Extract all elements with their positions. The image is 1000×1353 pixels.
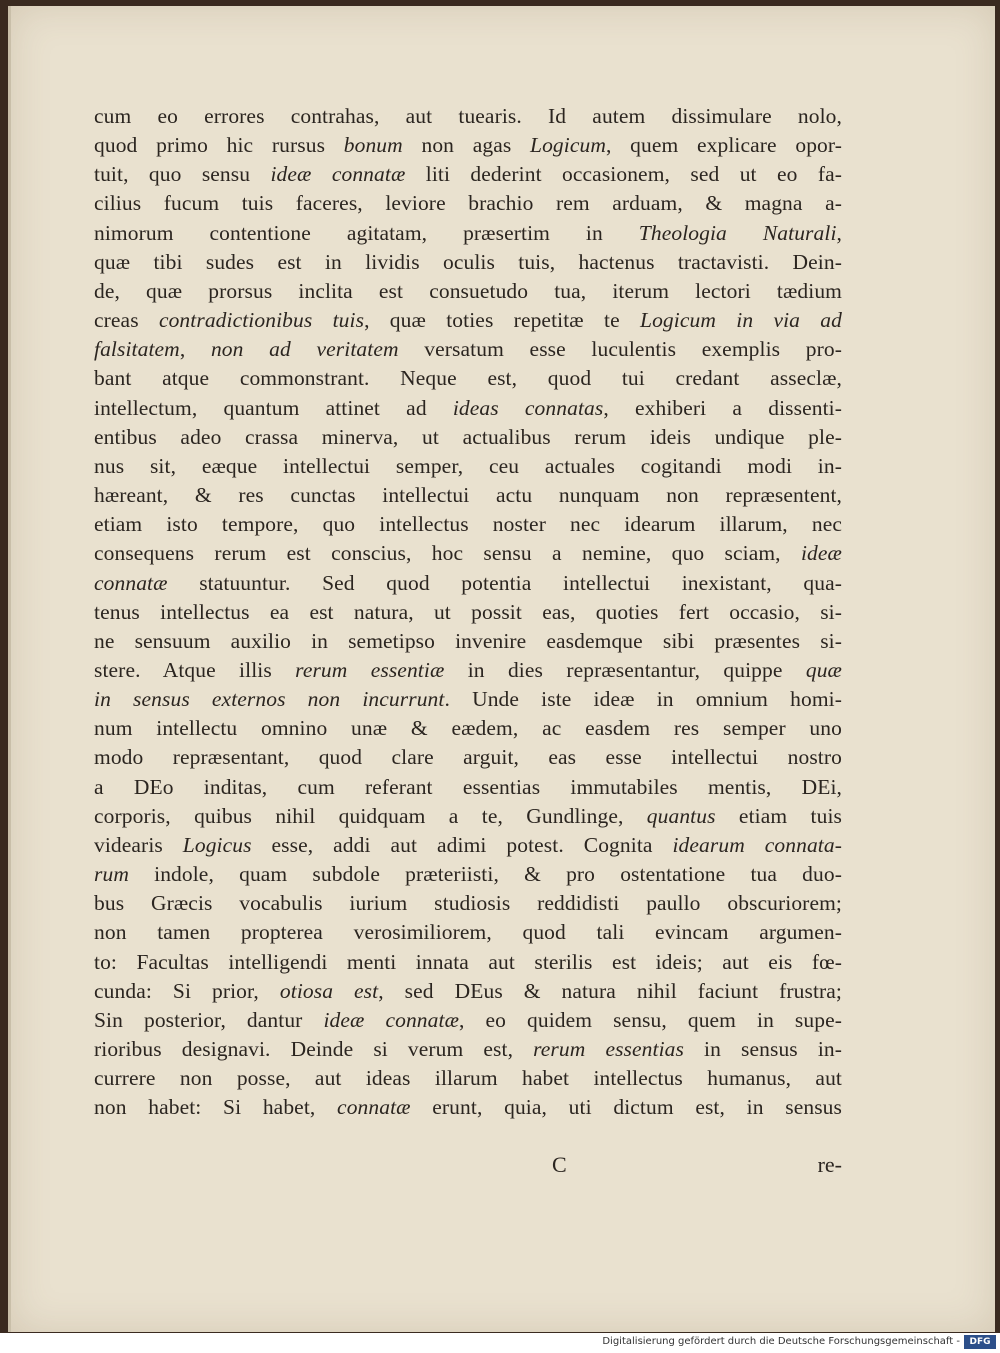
italic-text: connatæ (94, 570, 168, 595)
text-run: . Unde iste ideæ in omnium homi- (444, 687, 842, 712)
italic-text: quæ (805, 657, 842, 682)
text-run: entibus adeo crassa minerva, ut actualibus rerum ideis undique ple- (94, 424, 842, 449)
text-run: etiam tuis (715, 803, 842, 828)
text-line (94, 627, 842, 656)
text-run: , sed DEus & natura nihil faciunt frustra; (378, 978, 843, 1003)
italic-text: rerum essentiæ (295, 657, 445, 682)
text-line (94, 860, 842, 889)
text-run: non habet: Si habet, (94, 1095, 338, 1120)
text-run: a DEo inditas, cum referant essentias immutabiles mentis, DEi, (94, 774, 842, 799)
text-line (94, 889, 842, 918)
italic-text: idearum connata- (672, 832, 842, 857)
text-line (94, 773, 842, 802)
text-line (94, 452, 842, 481)
text-line (94, 189, 842, 218)
text-run: indole, quam subdole præteriisti, & pro ostentatione tua duo- (128, 862, 842, 887)
italic-text: falsitatem (94, 337, 180, 362)
text-line (94, 1006, 842, 1035)
italic-text: Logicum in via ad (640, 308, 842, 333)
text-line (94, 1064, 842, 1093)
text-line (94, 160, 842, 189)
text-run: , (836, 220, 843, 245)
catchword: re- (817, 1152, 842, 1177)
text-run: num intellectu omnino unæ & eædem, ac easdem res semper uno (94, 716, 842, 741)
italic-text: ideæ connatæ (323, 1007, 460, 1032)
signature-mark: C (552, 1152, 567, 1177)
text-line (94, 423, 842, 452)
text-run: rioribus designavi. Deinde si verum est, (94, 1037, 534, 1061)
text-line (94, 685, 842, 714)
text-line (94, 248, 842, 277)
text-run: consequens rerum est conscius, hoc sensu a nemine, quo sciam, (94, 541, 801, 566)
italic-text: contradictionibus tuis (158, 308, 365, 333)
text-run: stere. Atque illis (94, 657, 296, 682)
page-foot (94, 1152, 842, 1182)
text-line (94, 598, 842, 627)
text-run: erunt, quia, uti dictum est, in sensus (410, 1095, 842, 1120)
text-run: statuuntur. Sed quod potentia intellectui inexistant, qua- (167, 570, 842, 595)
italic-text: rum (94, 862, 129, 887)
text-run: non tamen propterea verosimiliorem, quod tali evincam argumen- (94, 920, 842, 945)
text-run: currere non posse, aut ideas illarum habet intellectus humanus, aut (94, 1066, 842, 1091)
text-run: non agas (402, 133, 531, 158)
italic-text: Logicus (182, 832, 252, 857)
viewer-footer (0, 1333, 1000, 1353)
text-line (94, 948, 842, 977)
text-line (94, 364, 842, 393)
text-run: quæ tibi sudes est in lividis oculis tuis, hactenus tractavisti. Dein- (94, 249, 842, 274)
text-run: etiam isto tempore, quo intellectus noster nec idearum illarum, nec (94, 512, 842, 537)
text-run: de, quæ prorsus inclita est consuetudo tua, iterum lectori tædium (94, 278, 842, 303)
text-line (94, 102, 842, 131)
text-line (94, 743, 842, 772)
text-run: ne sensuum auxilio in semetipso invenire easdemque sibi præsentes si- (94, 628, 842, 653)
text-line (94, 306, 842, 335)
italic-text: connatæ (337, 1095, 411, 1120)
text-line (94, 394, 842, 423)
text-run: modo repræsentant, quod clare arguit, eas esse intellectui nostro (94, 745, 842, 770)
text-line (94, 277, 842, 306)
text-line (94, 1093, 842, 1122)
text-run: intellectum, quantum attinet ad (94, 395, 453, 420)
text-run: versatum esse luculentis exemplis pro- (398, 337, 842, 362)
text-run: esse, addi aut adimi potest. Cognita (251, 832, 673, 857)
text-line (94, 219, 842, 248)
text-run: tenus intellectus ea est natura, ut possit eas, quoties fert occasio, si- (94, 599, 842, 624)
italic-text: ideæ (800, 541, 842, 566)
italic-text: in sensus externos non incurrunt (94, 687, 445, 712)
text-run: cunda: Si prior, (94, 978, 280, 1003)
italic-text: ideas connatas (452, 395, 604, 420)
text-line (94, 510, 842, 539)
text-run: , eo quidem sensu, quem in supe- (459, 1007, 842, 1032)
italic-text: Logicum (530, 133, 606, 158)
text-run: , quæ toties repetitæ te (364, 308, 641, 333)
text-run: bus Græcis vocabulis iurium studiosis reddidisti paullo obscuriorem; (94, 891, 842, 916)
text-run: bant atque commonstrant. Neque est, quod tui credant asseclæ, (94, 366, 842, 391)
text-run: videaris (94, 832, 183, 857)
text-run: corporis, quibus nihil quidquam a te, Gundlinge, (94, 803, 647, 828)
body-text (94, 102, 842, 1122)
text-run: in dies repræsentantur, quippe (444, 657, 806, 682)
text-line (94, 656, 842, 685)
text-run: , (179, 337, 211, 362)
text-run: cilius fucum tuis faceres, leviore brachio rem arduam, & magna a- (94, 191, 842, 216)
italic-text: Theologia Naturali (638, 220, 837, 245)
text-run: , quem explicare opor- (605, 133, 842, 158)
italic-text: quantus (646, 803, 716, 828)
text-line (94, 131, 842, 160)
text-line (94, 918, 842, 947)
text-line (94, 714, 842, 743)
text-line (94, 481, 842, 510)
text-run: cum eo errores contrahas, aut tuearis. Id autem dissimulare nolo, (94, 104, 842, 128)
text-run: nimorum contentione agitatam, præsertim in (94, 220, 639, 245)
italic-text: otiosa est (279, 978, 379, 1003)
text-run: in sensus in- (683, 1037, 843, 1061)
italic-text: rerum essentias (533, 1037, 684, 1061)
italic-text: non ad veritatem (210, 337, 399, 362)
text-run: , exhiberi a dissenti- (603, 395, 842, 420)
italic-text: bonum (343, 133, 403, 158)
text-run: liti dederint occasionem, sed ut eo fa- (405, 162, 842, 187)
dfg-logo: DFG (964, 1335, 996, 1349)
text-run: quod primo hic rursus (94, 133, 344, 158)
text-line (94, 802, 842, 831)
text-run: tuit, quo sensu (94, 162, 271, 187)
text-line (94, 977, 842, 1006)
text-line (94, 831, 842, 860)
text-line (94, 569, 842, 598)
text-run: hæreant, & res cunctas intellectui actu nunquam non repræsentent, (94, 483, 842, 508)
text-run: Sin posterior, dantur (94, 1007, 324, 1032)
text-line (94, 335, 842, 364)
text-line (94, 1035, 842, 1064)
italic-text: ideæ connatæ (270, 162, 406, 187)
text-run: creas (94, 308, 159, 333)
text-run: nus sit, eæque intellectui semper, ceu actuales cogitandi modi in- (94, 453, 842, 478)
funding-credit: Digitalisierung gefördert durch die Deutsche Forschungsgemeinschaft - (602, 1336, 960, 1347)
text-line (94, 539, 842, 568)
text-run: to: Facultas intelligendi menti innata aut sterilis est ideis; aut eis fœ- (94, 949, 842, 974)
